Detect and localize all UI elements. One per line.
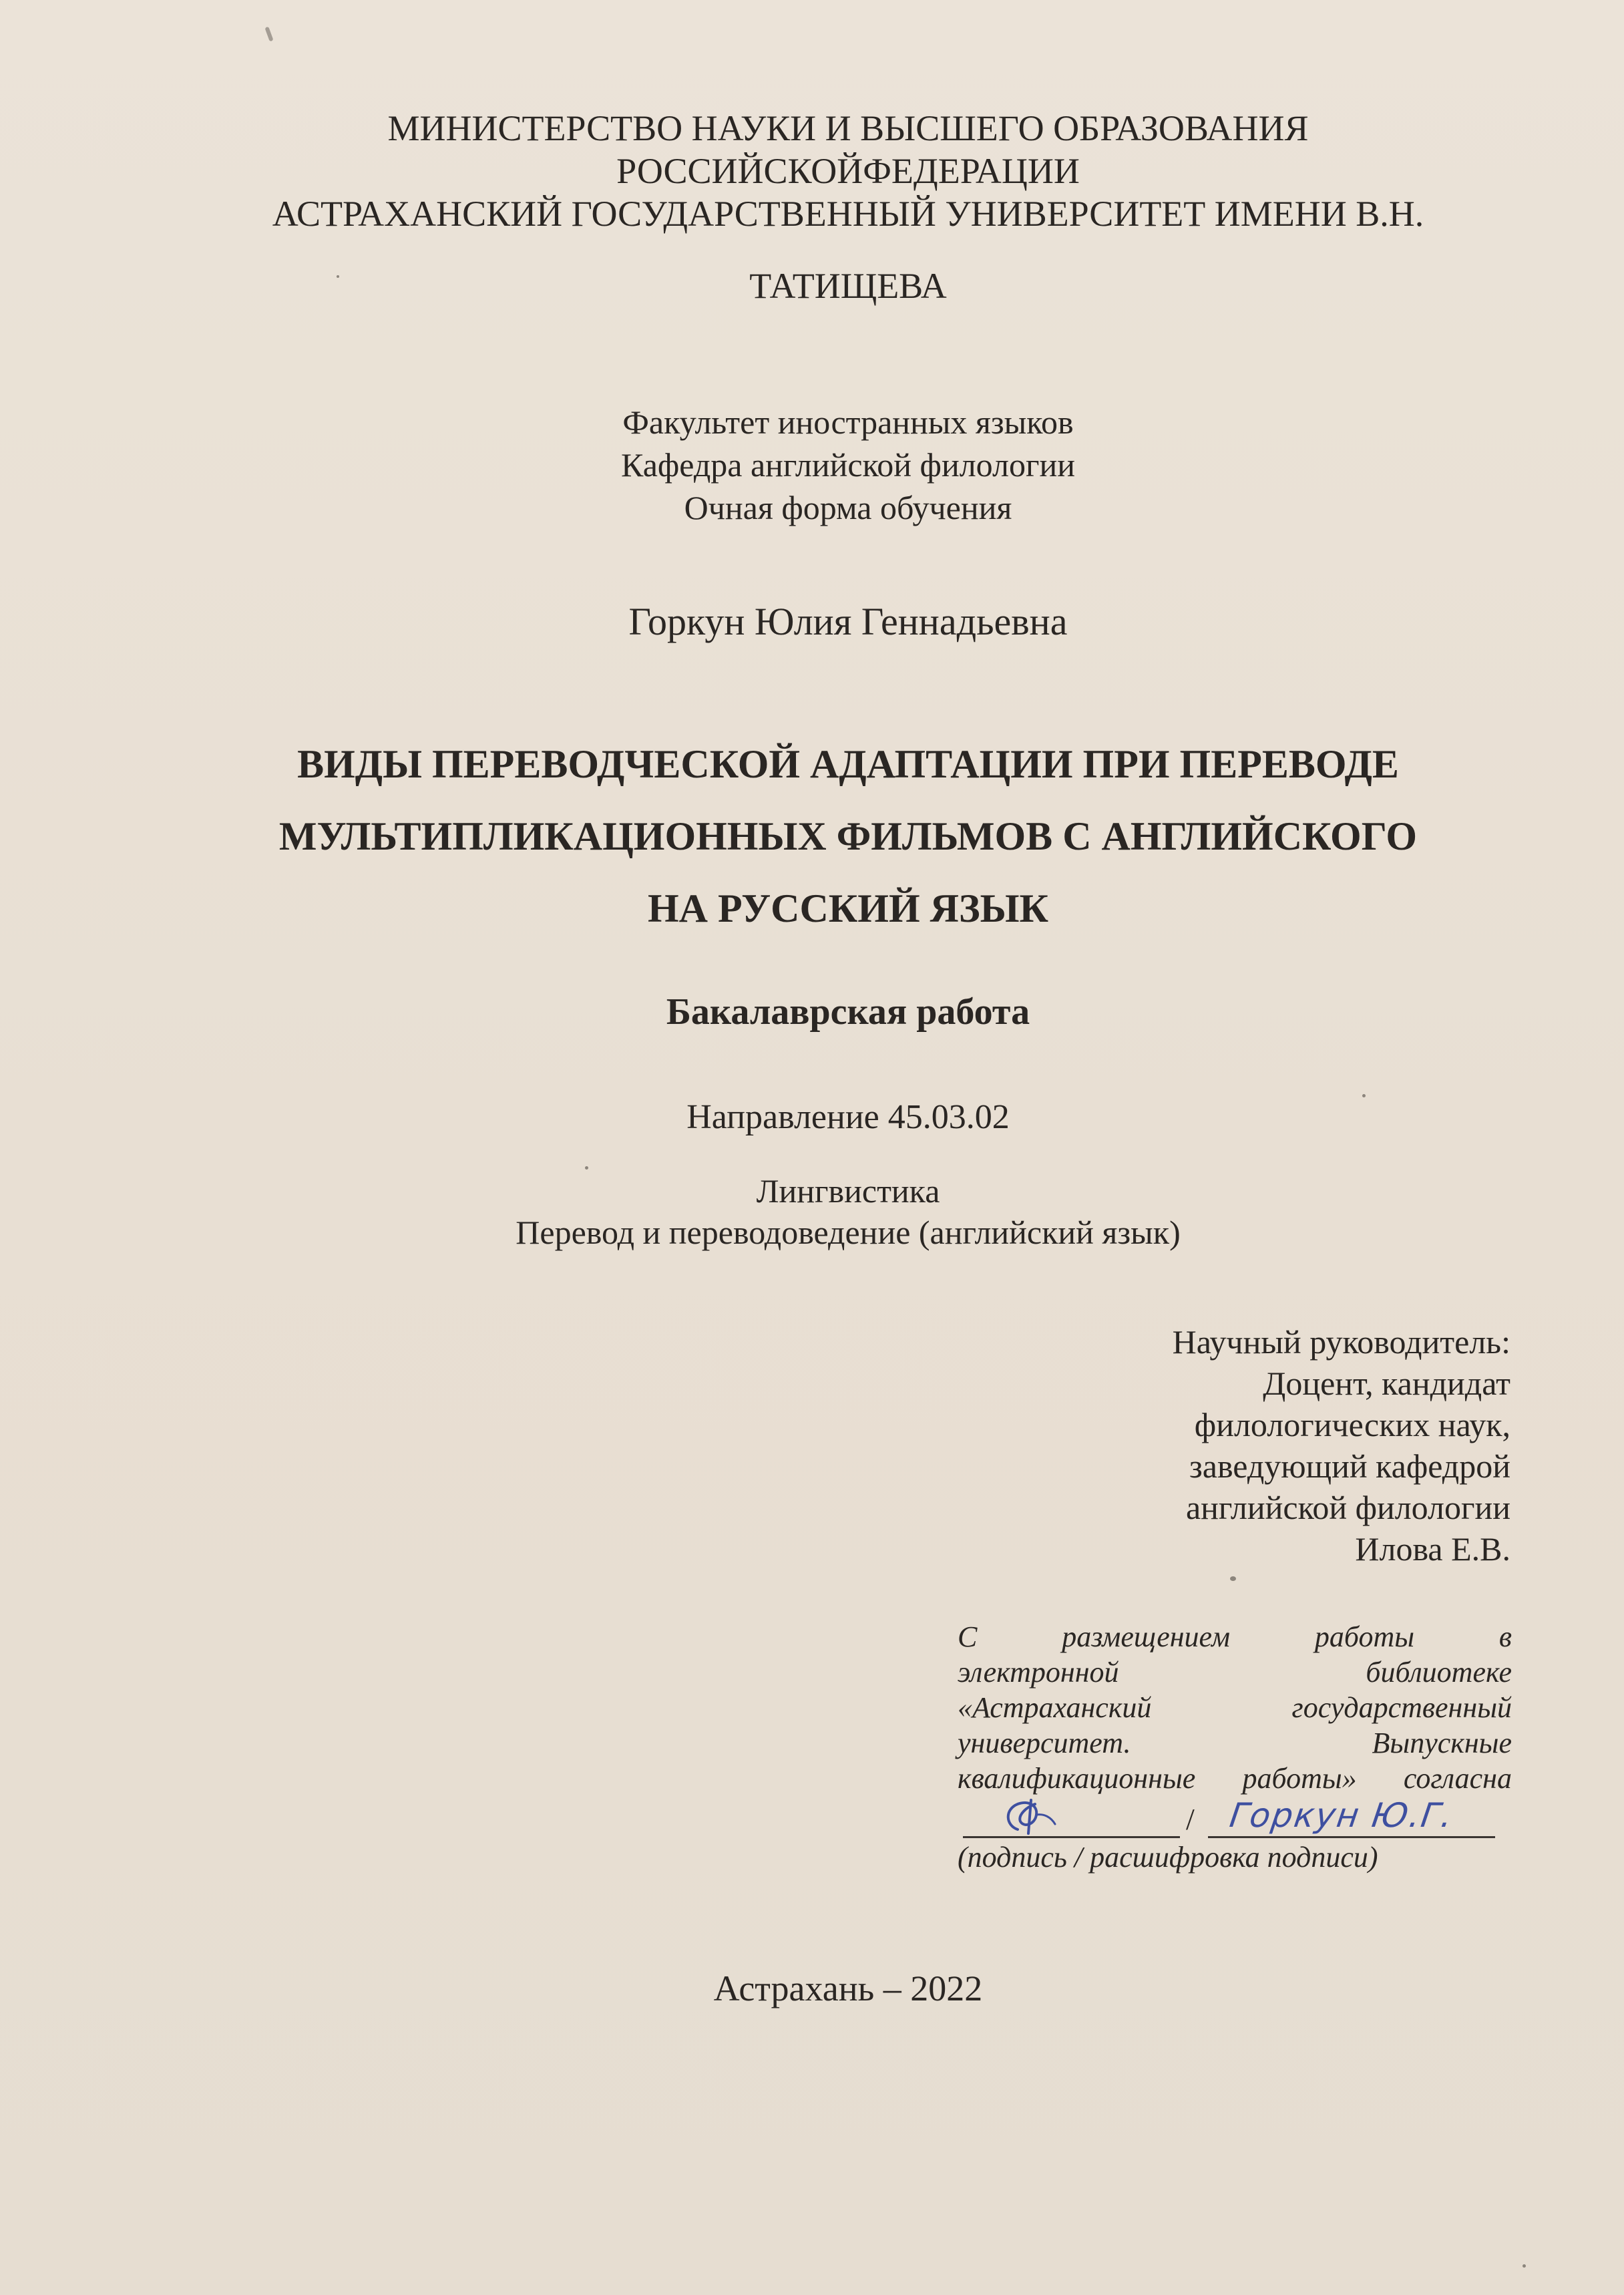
handwritten-name — [1221, 1792, 1495, 1841]
paper-speck — [1362, 1094, 1366, 1097]
work-type-text: Бакалаврская работа — [666, 991, 1030, 1033]
thesis-title-line-1: ВИДЫ ПЕРЕВОДЧЕСКОЙ АДАПТАЦИИ ПРИ ПЕРЕВОДЕ — [297, 742, 1399, 786]
supervisor-title-1: Доцент, кандидат — [1263, 1365, 1510, 1402]
author-name — [187, 598, 1509, 645]
paper-speck — [264, 27, 273, 42]
supervisor-title-2: филологических наук, — [1194, 1406, 1510, 1443]
signature-caption: (подпись / расшифровка подписи) — [958, 1841, 1378, 1874]
ministry-line-2: РОССИЙСКОЙФЕДЕРАЦИИ — [616, 151, 1080, 191]
supervisor-block — [909, 1321, 1510, 1570]
svg-text:Горкун Ю.Г.: Горкун Ю.Г. — [1227, 1795, 1456, 1835]
consent-line-4: университет. Выпускные — [958, 1727, 1512, 1759]
specialization — [187, 1170, 1509, 1253]
signature-separator: / — [1186, 1802, 1195, 1836]
consent-line-5: квалификационные работы» согласна — [958, 1762, 1512, 1795]
library-consent-block — [958, 1619, 1512, 1875]
supervisor-title-3: заведующий кафедрой — [1189, 1447, 1510, 1485]
specialization-field: Лингвистика — [756, 1172, 940, 1210]
university-line-2: ТАТИЩЕВА — [749, 266, 947, 306]
paper-speck — [585, 1166, 588, 1170]
signature-row — [958, 1795, 1512, 1840]
direction-text: Направление 45.03.02 — [686, 1098, 1010, 1136]
supervisor-name: Илова Е.В. — [1355, 1530, 1510, 1568]
paper-speck — [1230, 1576, 1236, 1581]
paper-speck — [337, 275, 339, 278]
study-form: Очная форма обучения — [684, 489, 1012, 526]
author-name-text: Горкун Юлия Геннадьевна — [628, 600, 1068, 643]
thesis-title — [187, 728, 1509, 944]
supervisor-label: Научный руководитель: — [1172, 1323, 1510, 1361]
thesis-title-line-3: НА РУССКИЙ ЯЗЫК — [647, 886, 1049, 930]
consent-line-1: С размещением работы в — [958, 1620, 1512, 1653]
ministry-header — [187, 107, 1509, 307]
consent-line-3: «Астраханский государственный — [958, 1691, 1512, 1724]
university-line-1: АСТРАХАНСКИЙ ГОСУДАРСТВЕННЫЙ УНИВЕРСИТЕТ ИМЕНИ В.Н. — [272, 194, 1424, 234]
work-type — [187, 989, 1509, 1035]
department-name: Кафедра английской филологии — [621, 446, 1075, 484]
city-year-text: Астрахань – 2022 — [713, 1968, 983, 2008]
city-year — [187, 1966, 1509, 2010]
faculty-block — [187, 401, 1509, 529]
signature-underline — [963, 1836, 1180, 1838]
paper-speck — [1522, 2264, 1526, 2268]
supervisor-title-4: английской филологии — [1185, 1489, 1510, 1526]
direction — [187, 1095, 1509, 1139]
specialization-profile: Перевод и переводоведение (английский язык) — [516, 1214, 1181, 1251]
faculty-name: Факультет иностранных языков — [622, 403, 1074, 441]
consent-line-2: электронной библиотеке — [958, 1656, 1512, 1689]
thesis-title-line-2: МУЛЬТИПЛИКАЦИОННЫХ ФИЛЬМОВ С АНГЛИЙСКОГО — [278, 814, 1418, 858]
ministry-line-1: МИНИСТЕРСТВО НАУКИ И ВЫСШЕГО ОБРАЗОВАНИЯ — [387, 108, 1309, 148]
handwritten-signature — [998, 1795, 1064, 1839]
